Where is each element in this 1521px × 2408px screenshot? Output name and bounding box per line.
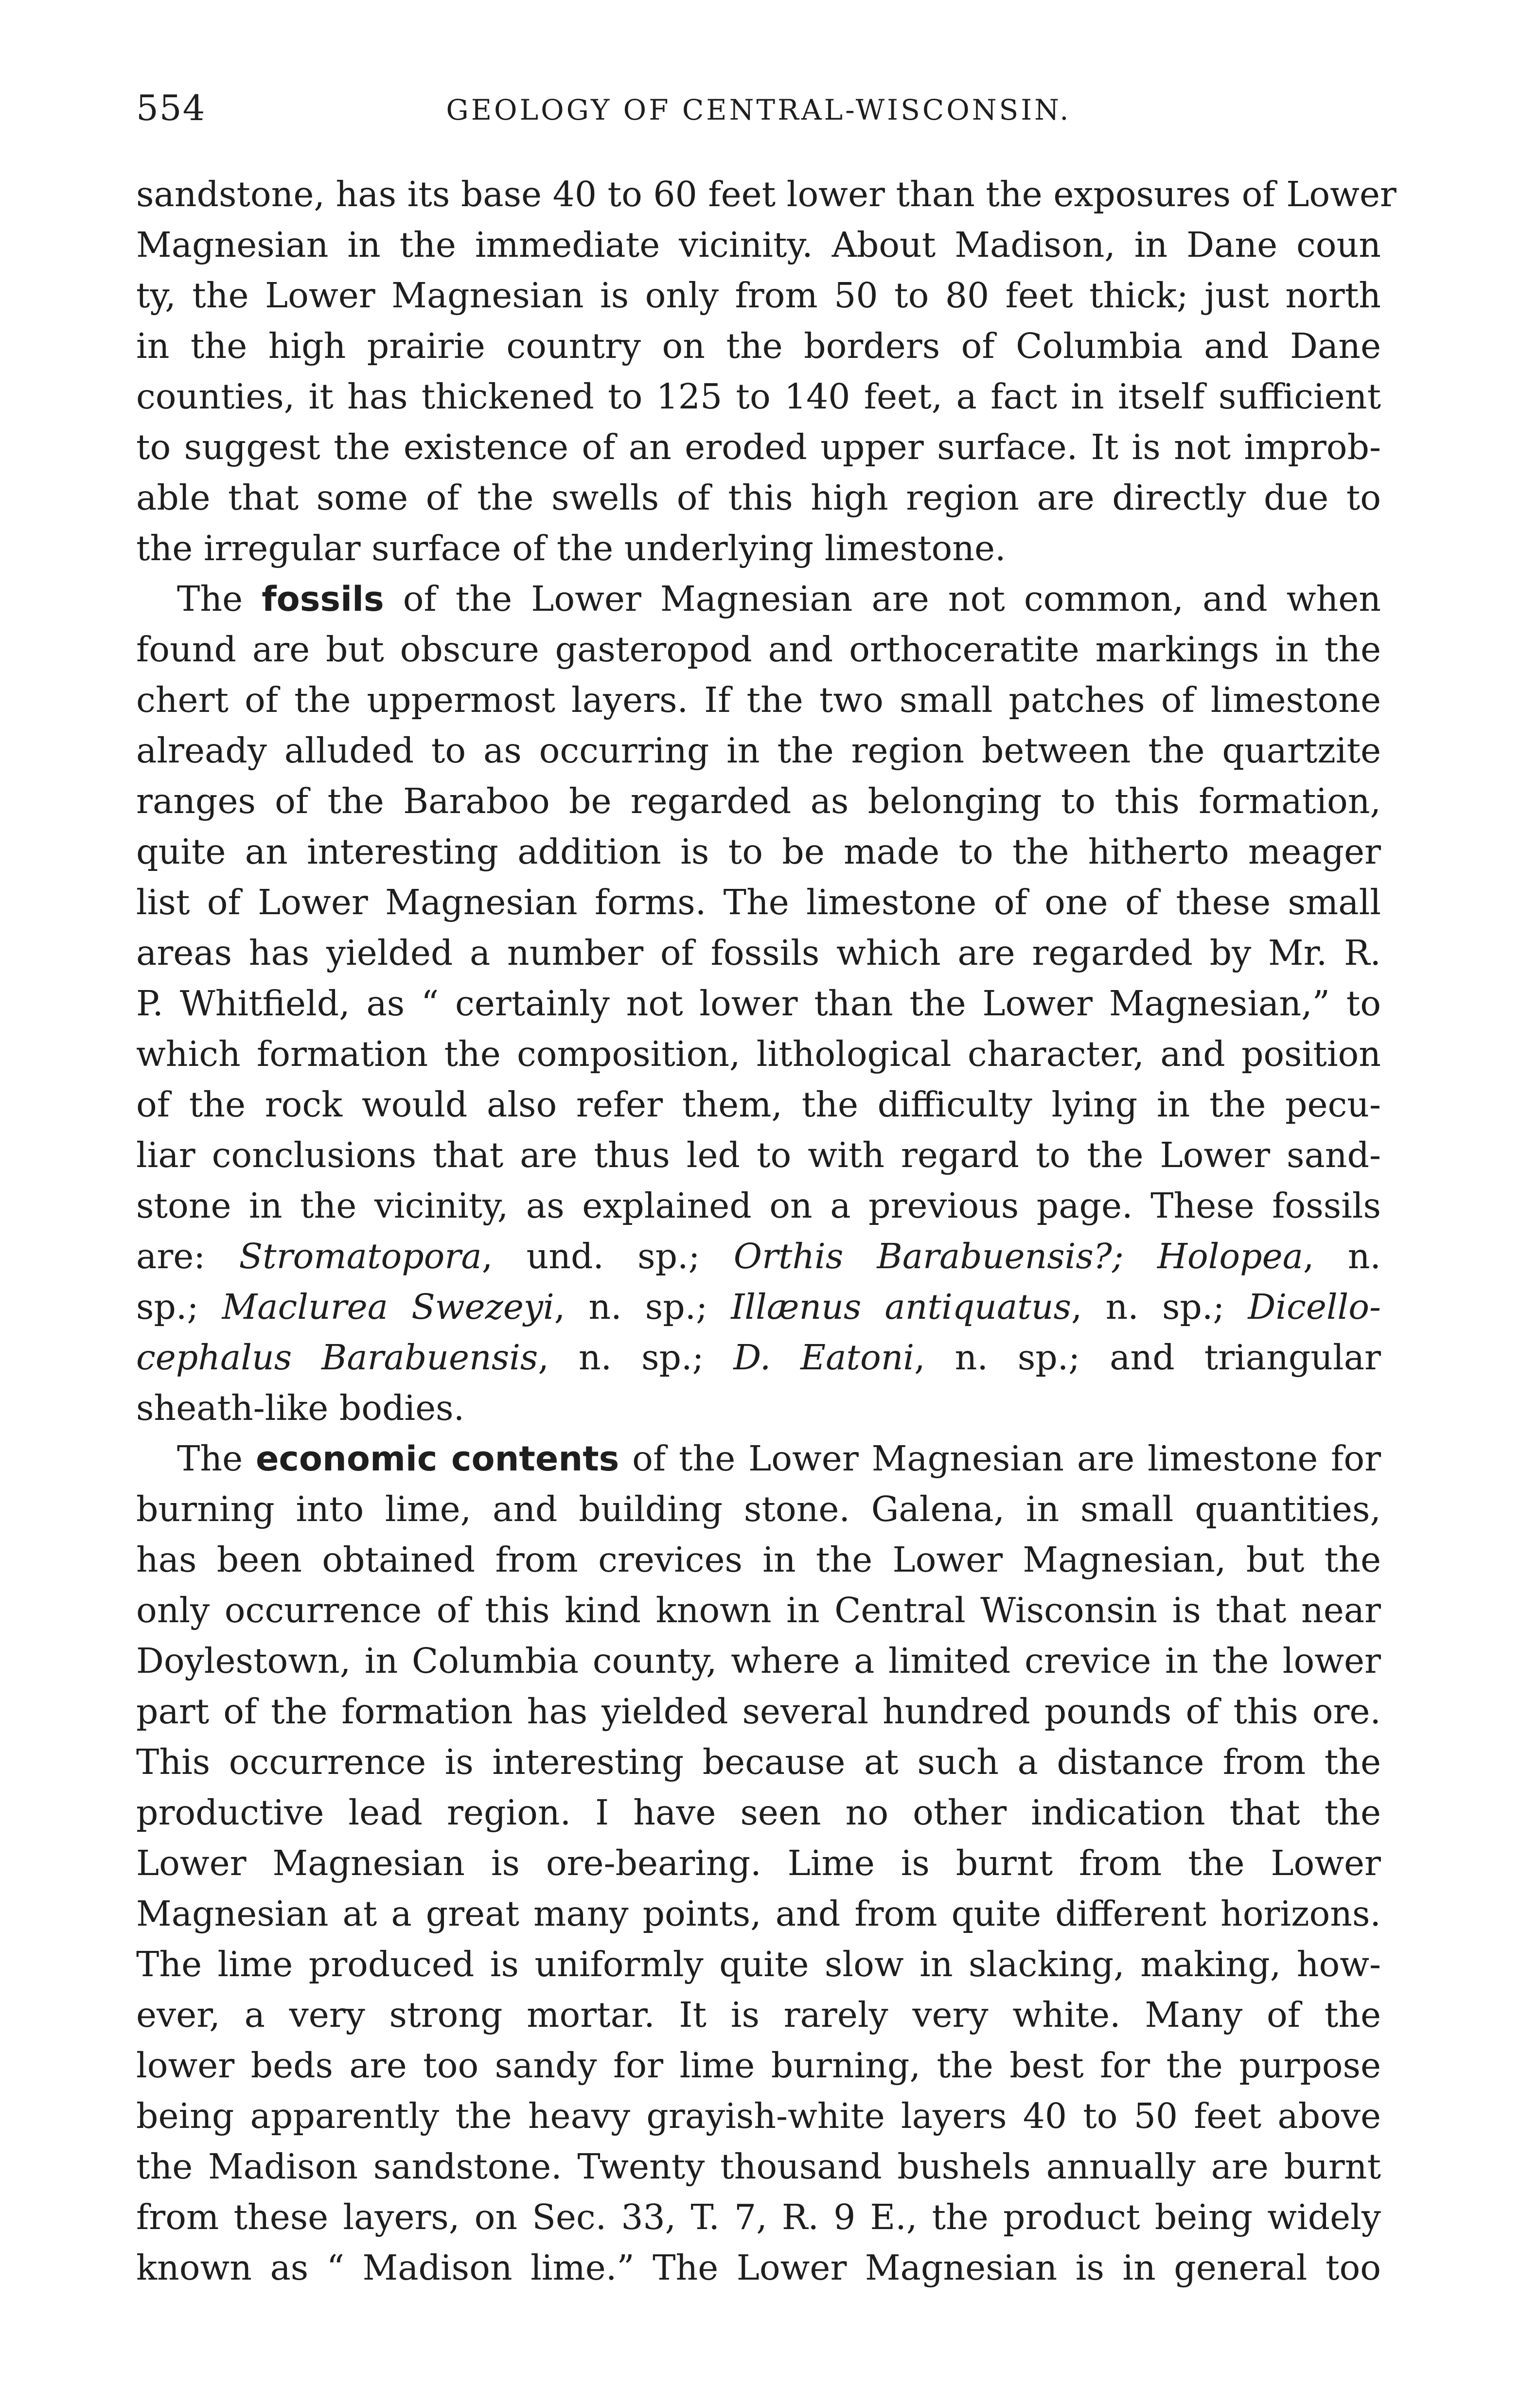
text-line: The economic contents of the Lower Magnesian are limestone for <box>177 1438 1381 1479</box>
species-name: Dicello- <box>1248 1287 1381 1327</box>
text-line: burning into lime, and building stone. Galena, in small quantities, <box>136 1489 1381 1529</box>
text-line: already alluded to as occurring in the region between the quartzite <box>136 730 1381 771</box>
text-line: Magnesian at a great many points, and from quite different horizons. <box>136 1894 1381 1934</box>
text-line: list of Lower Magnesian forms. The limestone of one of these small <box>136 882 1381 922</box>
text-line: found are but obscure gasteropod and orthoceratite markings in the <box>136 629 1381 670</box>
text-line: Doylestown, in Columbia county, where a limited crevice in the lower <box>136 1641 1381 1681</box>
text-line: areas has yielded a number of fossils which are regarded by Mr. R. <box>136 933 1381 973</box>
species-name: Orthis Barabuensis?; Holopea <box>733 1236 1303 1276</box>
text-line: the irregular surface of the underlying limestone. <box>136 528 1006 568</box>
text-line: P. Whitfield, as “ certainly not lower than the Lower Magnesian,” to <box>136 983 1381 1024</box>
text-line: being apparently the heavy grayish-white layers 40 to 50 feet above <box>136 2096 1381 2136</box>
text-line: are: Stromatopora, und. sp.; Orthis Barabuensis?; Holopea, n. <box>136 1236 1381 1276</box>
text-line: The lime produced is uniformly quite slow in slacking, making, how- <box>136 1944 1381 1984</box>
text-line: in the high prairie country on the borders of Columbia and Dane <box>136 326 1381 366</box>
text-line: sp.; Maclurea Swezeyi, n. sp.; Illænus antiquatus, n. sp.; Dicello- <box>136 1287 1381 1327</box>
text-line: only occurrence of this kind known in Central Wisconsin is that near <box>136 1590 1381 1630</box>
text-line: chert of the uppermost layers. If the two small patches of limestone <box>136 680 1381 720</box>
text-line: The fossils of the Lower Magnesian are not common, and when <box>177 579 1381 619</box>
page-number: 554 <box>136 88 206 128</box>
text-line: productive lead region. I have seen no other indication that the <box>136 1792 1381 1833</box>
keyword-economic-contents: economic contents <box>255 1439 619 1479</box>
text-line: counties, it has thickened to 125 to 140 feet, a fact in itself sufficient <box>136 376 1381 417</box>
text-line: the Madison sandstone. Twenty thousand bushels annually are burnt <box>136 2146 1381 2187</box>
species-name: Stromatopora <box>239 1236 482 1276</box>
species-name: Illænus antiquatus <box>731 1287 1071 1327</box>
text-line: quite an interesting addition is to be made to the hitherto meager <box>136 832 1381 872</box>
text-line: sheath-like bodies. <box>136 1388 465 1428</box>
text-line: from these layers, on Sec. 33, T. 7, R. 9 E., the product being widely <box>136 2197 1381 2237</box>
text-line: which formation the composition, lithological character, and position <box>136 1034 1381 1074</box>
text-line: of the rock would also refer them, the difficulty lying in the pecu- <box>136 1084 1381 1125</box>
text-line: has been obtained from crevices in the Lower Magnesian, but the <box>136 1540 1381 1580</box>
text-line: liar conclusions that are thus led to with regard to the Lower sand- <box>136 1135 1381 1175</box>
text-line: lower beds are too sandy for lime burning, the best for the purpose <box>136 2045 1381 2086</box>
text-line: cephalus Barabuensis, n. sp.; D. Eatoni, n. sp.; and triangular <box>136 1337 1381 1378</box>
text-line: ty, the Lower Magnesian is only from 50 to 80 feet thick; just north <box>136 275 1381 316</box>
text-line: known as “ Madison lime.” The Lower Magnesian is in general too <box>136 2248 1381 2288</box>
running-head: GEOLOGY OF CENTRAL-WISCONSIN. <box>446 93 1071 126</box>
text-line: Magnesian in the immediate vicinity. About Madison, in Dane coun <box>136 225 1381 265</box>
text-line: ever, a very strong mortar. It is rarely very white. Many of the <box>136 1995 1381 2035</box>
keyword-fossils: fossils <box>262 579 384 619</box>
page-header <box>136 83 1381 141</box>
text-line: This occurrence is interesting because at such a distance from the <box>136 1742 1381 1782</box>
species-name: D. Eatoni <box>733 1337 915 1378</box>
text-line: part of the formation has yielded several hundred pounds of this ore. <box>136 1691 1381 1732</box>
species-name: cephalus Barabuensis <box>136 1337 538 1378</box>
text-line: ranges of the Baraboo be regarded as belonging to this formation, <box>136 781 1381 821</box>
text-line: stone in the vicinity, as explained on a previous page. These fossils <box>136 1186 1381 1226</box>
species-name: Maclurea Swezeyi <box>222 1287 554 1327</box>
text-line: able that some of the swells of this high region are directly due to <box>136 478 1381 518</box>
text-line: Lower Magnesian is ore-bearing. Lime is burnt from the Lower <box>136 1843 1381 1883</box>
text-line: sandstone, has its base 40 to 60 feet lower than the exposures of Lower <box>136 174 1397 214</box>
body-text <box>136 169 1397 2293</box>
text-line: to suggest the existence of an eroded upper surface. It is not improb- <box>136 427 1381 467</box>
